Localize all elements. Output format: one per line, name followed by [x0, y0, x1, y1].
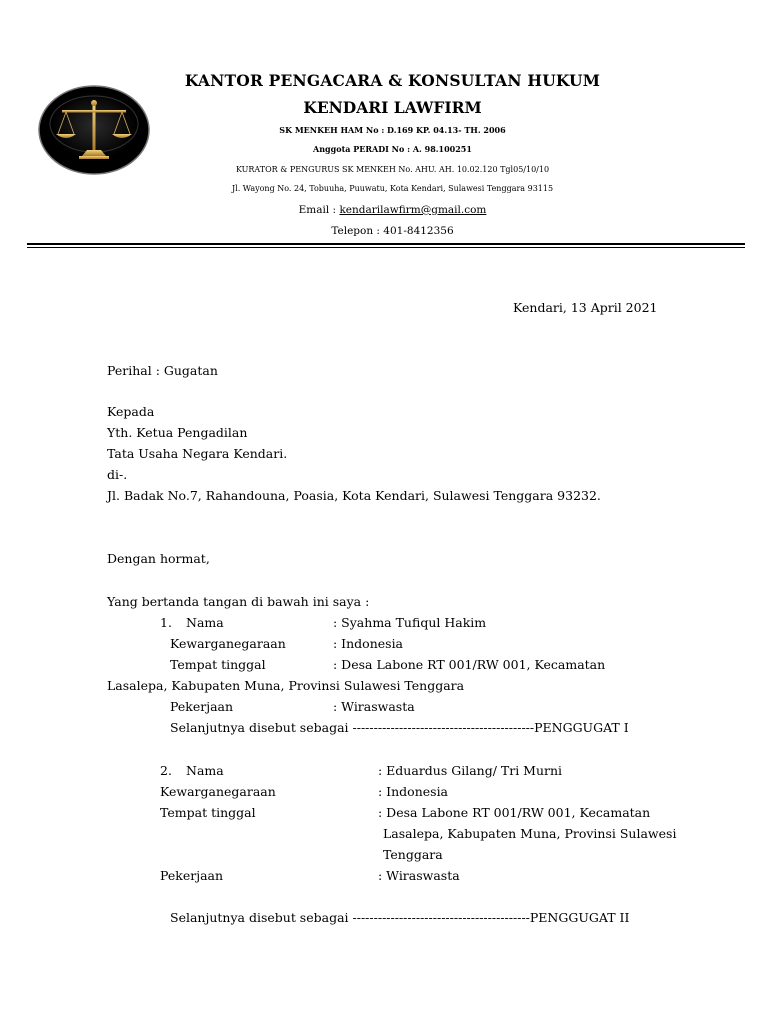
- recipient-line-3: di-.: [107, 467, 128, 482]
- subject-line: Perihal : Gugatan: [107, 363, 218, 378]
- plaintiff1-name-label: Nama: [186, 615, 224, 630]
- plaintiff2-residence-value: : Desa Labone RT 001/RW 001, Kecamatan: [378, 805, 651, 820]
- recipient-address: Jl. Badak No.7, Rahandouna, Poasia, Kota Kendari, Sulawesi Tenggara 93232.: [107, 488, 601, 503]
- plaintiff1-number: 1.: [160, 615, 172, 630]
- firm-title: KANTOR PENGACARA & KONSULTAN HUKUM: [184, 71, 601, 90]
- plaintiff1-residence-value: : Desa Labone RT 001/RW 001, Kecamatan: [333, 657, 606, 672]
- email-line: [170, 204, 615, 216]
- plaintiff1-nationality-value: : Indonesia: [333, 636, 404, 651]
- header-divider-thick: [27, 243, 745, 245]
- email-link[interactable]: kendarilawfirm@gmail.com: [339, 204, 487, 216]
- scales-of-justice-icon: [37, 84, 151, 176]
- plaintiff1-residence-continued: Lasalepa, Kabupaten Muna, Provinsi Sulawesi Tenggara: [107, 678, 465, 693]
- plaintiff2-residence-continued-1: Lasalepa, Kabupaten Muna, Provinsi Sulawesi: [383, 826, 677, 841]
- greeting: Dengan hormat,: [107, 551, 210, 566]
- plaintiff2-residence-continued-2: Tenggara: [383, 847, 443, 862]
- plaintiff2-name-value: : Eduardus Gilang/ Tri Murni: [378, 763, 563, 778]
- sk-menkeh-line: SK MENKEH HAM No : D.169 KP. 04.13- TH. 2006: [279, 125, 506, 135]
- phone-line: Telepon : 401-8412356: [331, 225, 454, 237]
- plaintiff1-name-value: : Syahma Tufiqul Hakim: [333, 615, 487, 630]
- intro-line: Yang bertanda tangan di bawah ini saya :: [107, 594, 370, 609]
- plaintiff2-number: 2.: [160, 763, 172, 778]
- plaintiff1-job-value: : Wiraswasta: [333, 699, 415, 714]
- header-divider-thin: [27, 247, 745, 248]
- recipient-line-2: Tata Usaha Negara Kendari.: [107, 446, 288, 461]
- plaintiff1-nationality-label: Kewarganegaraan: [170, 636, 286, 651]
- recipient-label: Kepada: [107, 404, 155, 419]
- plaintiff1-residence-label: Tempat tinggal: [170, 657, 266, 672]
- plaintiff2-name-label: Nama: [186, 763, 224, 778]
- plaintiff2-job-value: : Wiraswasta: [378, 868, 460, 883]
- email-label: Email :: [298, 204, 340, 216]
- plaintiff1-job-label: Pekerjaan: [170, 699, 234, 714]
- plaintiff2-nationality-label: Kewarganegaraan: [160, 784, 276, 799]
- recipient-line-1: Yth. Ketua Pengadilan: [107, 425, 248, 440]
- place-date: Kendari, 13 April 2021: [513, 300, 658, 315]
- firm-name: KENDARI LAWFIRM: [303, 98, 482, 117]
- plaintiff2-designation: Selanjutnya disebut sebagai ------------------------------------------PENGGUGAT II: [170, 910, 630, 925]
- kurator-line: KURATOR & PENGURUS SK MENKEH No. AHU. AH. 10.02.120 Tgl05/10/10: [235, 165, 550, 174]
- plaintiff2-nationality-value: : Indonesia: [378, 784, 449, 799]
- plaintiff2-job-label: Pekerjaan: [160, 868, 224, 883]
- plaintiff2-residence-label: Tempat tinggal: [160, 805, 256, 820]
- plaintiff1-designation: Selanjutnya disebut sebagai -------------------------------------------PENGGUGAT I: [170, 720, 629, 735]
- firm-address: Jl. Wayong No. 24, Tobuuha, Puuwatu, Kota Kendari, Sulawesi Tenggara 93115: [231, 184, 554, 193]
- peradi-line: Anggota PERADI No : A. 98.100251: [313, 144, 472, 154]
